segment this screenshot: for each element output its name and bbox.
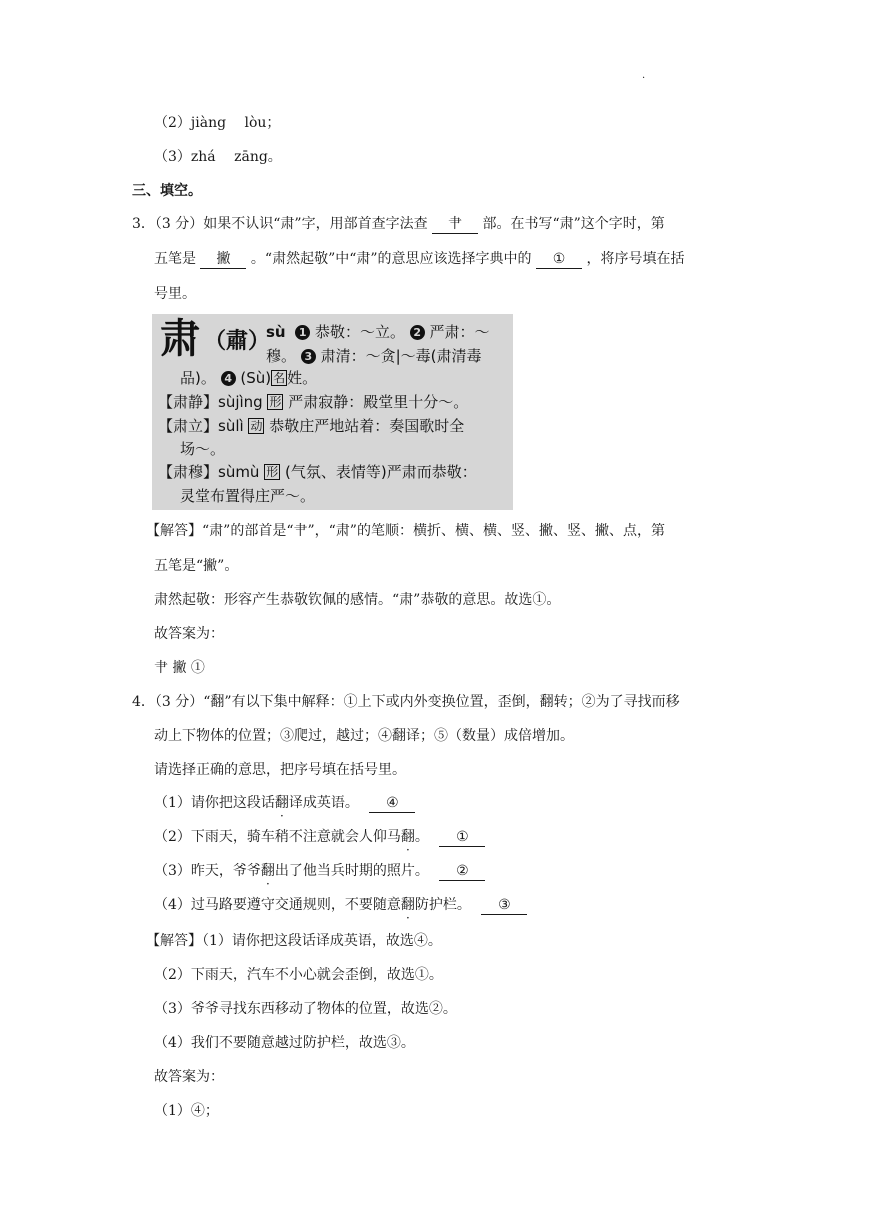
- dictionary-pinyin: sù: [266, 323, 286, 341]
- q4-answer-line-6: （1）④；: [154, 1103, 219, 1119]
- q3-blank-3: ①: [536, 250, 582, 269]
- q4-answer-line-2: （2）下雨天，汽车不小心就会歪倒，故选①。: [154, 967, 443, 983]
- pos-tag: 形: [266, 465, 279, 479]
- sense-text: 穆。: [266, 347, 297, 365]
- dictionary-line-1: [266, 322, 490, 342]
- q4-answer-blank: ④: [369, 794, 415, 813]
- q3-text: ，将序号填在括: [586, 251, 685, 267]
- q4-item-text: （4）过马路要遵守交通规则，不要随意: [154, 897, 401, 913]
- corner-mark: .: [642, 70, 646, 81]
- sense-text: 品)。: [180, 369, 216, 387]
- q4-answer-blank: ③: [481, 896, 527, 915]
- sense-text: 肃清：～贪|～毒(肃清毒: [320, 347, 482, 365]
- entry-text: 恭敬庄严地站着：奏国歌时全: [269, 417, 465, 435]
- dictionary-entry-image: [152, 314, 513, 510]
- sense-text: 严肃：～: [429, 323, 490, 341]
- dictionary-entry-3: [158, 462, 477, 482]
- q2-item-3: （3）zhá zāng。: [154, 149, 282, 165]
- q4-answer-blank: ①: [439, 828, 485, 847]
- q3-answer-line-2: 五笔是“撇”。: [154, 558, 239, 574]
- emphasis-char: 翻: [260, 863, 275, 879]
- emphasis-char: 翻: [274, 795, 289, 811]
- q4-line-2: 动上下物体的位置；③爬过，越过；④翻译；⑤（数量）成倍增加。: [154, 728, 574, 744]
- q4-answer-line-3: （3）爷爷寻找东西移动了物体的位置，故选②。: [154, 1001, 457, 1017]
- q4-item-text: 出了他当兵时期的照片。: [274, 863, 429, 879]
- q3-line-2: [154, 249, 684, 269]
- sense-number: 4: [221, 371, 236, 386]
- q3-text: 五笔是: [154, 251, 196, 267]
- q4-item-text: 防护栏。: [414, 897, 471, 913]
- sense-number: 2: [410, 325, 425, 340]
- q3-answer-line-5: 肀 撇 ①: [154, 660, 205, 676]
- pos-tag: 形: [269, 395, 282, 409]
- q2-item-2: （2）jiàng lòu；: [154, 115, 281, 131]
- sense-number: 3: [301, 349, 316, 364]
- q3-text: 3．（3 分）如果不认识“肃”字，用部首查字法查: [132, 216, 428, 232]
- emphasis-char: 翻: [400, 897, 415, 913]
- entry-head: 【肃静】sùjìng: [158, 393, 263, 411]
- entry-text: (气氛、表情等)严肃而恭敬：: [285, 463, 477, 481]
- dictionary-line-2: [266, 346, 482, 366]
- q4-item-2: [154, 827, 485, 847]
- q4-answer-blank: ②: [439, 862, 485, 881]
- q4-line-3: 请选择正确的意思，把序号填在括号里。: [154, 762, 406, 778]
- dictionary-traditional: （肅）: [204, 329, 271, 354]
- q4-item-text: （2）下雨天，骑车稍不注意就会人仰马: [154, 829, 401, 845]
- section-title: 三、填空。: [132, 183, 202, 199]
- q4-item-1: [154, 793, 415, 813]
- dictionary-entry-2-cont: 场～。: [180, 440, 226, 458]
- q3-answer-line-3: 肃然起敬：形容产生恭敬钦佩的感情。“肃”恭敬的意思。故选①。: [154, 592, 561, 608]
- q4-answer-line-4: （4）我们不要随意越过防护栏，故选③。: [154, 1035, 415, 1051]
- q3-line-3: 号里。: [154, 286, 196, 302]
- q3-text: 。“肃然起敬”中“肃”的意思应该选择字典中的: [250, 251, 532, 267]
- q3-answer-line-1: 【解答】“肃”的部首是“肀”，“肃”的笔顺：横折、横、横、竖、撇、竖、撇、点，第: [146, 523, 665, 539]
- dictionary-entry-2: [158, 416, 464, 436]
- q4-item-text: （3）昨天，爷爷: [154, 863, 261, 879]
- q4-item-text: 。: [414, 829, 429, 845]
- sense-number: 1: [295, 325, 310, 340]
- sense-text: 姓。: [287, 369, 318, 387]
- q3-blank-1: 肀: [432, 215, 478, 234]
- q4-answer-line-5: 故答案为：: [154, 1069, 224, 1085]
- q4-item-3: [154, 861, 485, 881]
- q3-answer-line-4: 故答案为：: [154, 626, 224, 642]
- q3-line-1: [132, 214, 665, 234]
- q3-blank-2: 撇: [200, 250, 246, 269]
- dictionary-line-3: [180, 368, 317, 388]
- dictionary-entry-1: [158, 392, 468, 412]
- dictionary-headchar: 肃: [160, 316, 200, 362]
- pos-tag: 动: [250, 419, 263, 433]
- q4-line-1: 4．（3 分）“翻”有以下集中解释：①上下或内外变换位置，歪倒，翻转；②为了寻找而移: [132, 694, 680, 710]
- emphasis-char: 翻: [400, 829, 415, 845]
- q3-text: 部。在书写“肃”这个字时，第: [482, 216, 665, 232]
- pos-tag: 名: [273, 371, 286, 385]
- entry-text: 严肃寂静：殿堂里十分～。: [288, 393, 469, 411]
- sense-text: 恭敬：～立。: [314, 323, 405, 341]
- entry-head: 【肃穆】sùmù: [158, 463, 260, 481]
- q4-item-text: 译成英语。: [288, 795, 359, 811]
- dictionary-entry-3-cont: 灵堂布置得庄严～。: [180, 487, 316, 505]
- sense-text: (Sù): [240, 369, 272, 387]
- q4-item-4: [154, 895, 527, 915]
- q4-answer-line-1: 【解答】（1）请你把这段话译成英语，故选④。: [146, 933, 442, 949]
- q4-item-text: （1）请你把这段话: [154, 795, 275, 811]
- entry-head: 【肃立】sùlì: [158, 417, 244, 435]
